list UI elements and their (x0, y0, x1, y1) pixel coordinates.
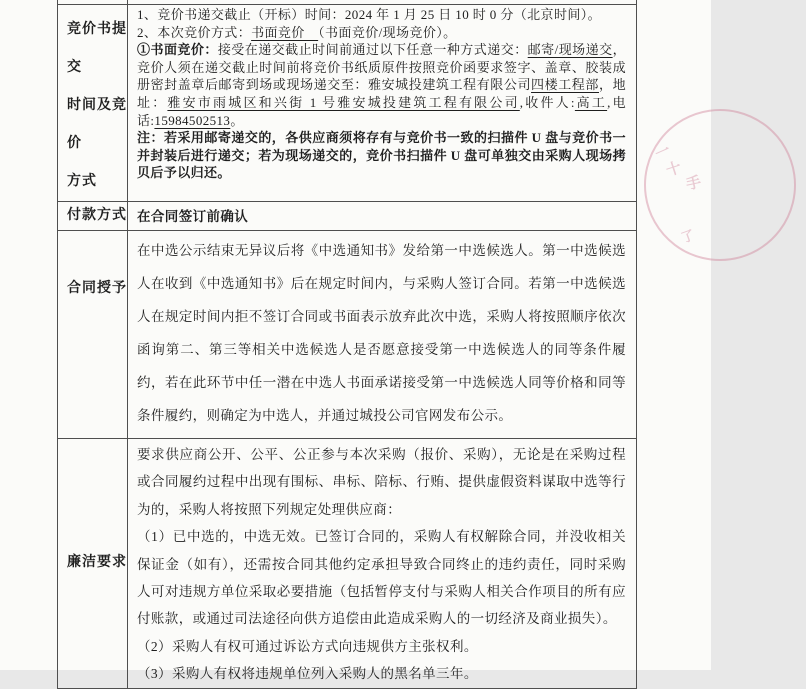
row-content-bid-submission (128, 5, 636, 201)
text-segment: 2、本次竞价方式： (137, 24, 252, 40)
table-row-contract-award (58, 230, 636, 438)
row-header-line: 竞价书提交 (67, 22, 127, 75)
seal-glyph: 一 (653, 142, 674, 164)
text-segment: 书面竞价 (251, 24, 319, 40)
paragraph (137, 204, 626, 230)
text-segment: ，竞价人须在递交截止时间前将竞价书纸质原件按照竞价函要求签字、盖章、胶装成册密封盖章后邮寄到场或现场递交至：雅安城投建筑工程有限公司 (137, 42, 626, 93)
text-segment: （2）采购人有权可通过诉讼方式向违规供方主张权利。 (137, 638, 478, 654)
paragraph (137, 129, 626, 182)
row-header-line: 合同授予 (67, 281, 127, 296)
row-content-contract-award (128, 231, 636, 438)
paragraph (137, 24, 626, 42)
text-segment: 在合同签订前确认 (137, 209, 249, 224)
row-header-contract-award (58, 231, 128, 438)
paragraph (137, 6, 626, 24)
table-row-bid-submission (58, 5, 636, 201)
text-segment: （书面竞价/现场竞价）。 (318, 24, 457, 40)
text-segment: 四楼工程部 (531, 77, 599, 93)
text-segment: 雅安市雨城区和兴街 1 号雅安城投建筑工程有限公司 (167, 94, 520, 110)
row-header-payment (58, 202, 128, 230)
paragraph (137, 234, 626, 432)
text-segment: 15984502513 (154, 112, 231, 128)
row-header-line: 时间及竞价 (67, 98, 127, 151)
text-segment: ①书面竞价： (137, 42, 218, 58)
row-header-bid-submission (58, 5, 128, 201)
table-row-integrity (58, 438, 636, 688)
text-segment: ,收件人: (519, 94, 575, 110)
paragraph (137, 523, 626, 633)
seal-glyph: 十 (664, 159, 684, 180)
row-header-line: 方式 (67, 174, 97, 189)
paragraph (137, 660, 626, 687)
text-segment: 。 (230, 112, 244, 128)
text-segment: （3）采购人有权将违规单位列入采购人的黑名单三年。 (137, 666, 478, 682)
paragraph (137, 633, 626, 660)
text-segment: 1、竞价书递交截止（开标）时间：2024 年 1 月 25 日 10 时 0 分（北京时间）。 (137, 7, 602, 22)
text-segment: 邮寄/现场递交 (527, 42, 613, 58)
text-segment: 注：若采用邮寄递交的，各供应商须将存有与竞价书一致的扫描件 U 盘与竞价书一并封装后进行递交；若为现场递交的，竞价书扫描件 U 盘可单独交由采购人现场拷贝后予以归还。 (137, 130, 626, 181)
seal-glyph: 了 (679, 227, 697, 246)
text-segment: 在中选公示结束无异议后将《中选通知书》发给第一中选候选人。第一中选候选人在收到《中选通知书》后在规定时间内，与采购人签订合同。若第一中选候选人在规定时间内拒不签订合同或书面表示放弃此次中选，采购人将按照顺序依次函询第二、第三等相关中选候选人是否愿意接受第一中选候选人的同等条件履约，若在此环节中任一潜在中选人书面承诺接受第一中选候选人同等价格和同等条件履约，则确定为中选人，并通过城投公司官网发布公示。 (137, 243, 626, 423)
text-segment: 接受在递交截止时间前通过以下任意一种方式递交： (217, 42, 528, 58)
doc-table (57, 4, 637, 689)
row-header-line: 付款方式 (67, 208, 127, 223)
text-segment: （1）已中选的，中选无效。已签订合同的，采购人有权解除合同，并没收相关保证金（如有），还需按合同其他约定承担导致合同终止的违约责任，同时采购人可对违规方单位采取必要措施（包括暂停支付与采购人相关合作项目的所有应付账款，或通过司法途径向供方追偿由此造成采购人的一切经济及商业损失）。 (137, 529, 626, 627)
table-row-payment (58, 201, 636, 230)
red-seal-stamp (634, 99, 806, 271)
row-header-integrity (58, 439, 128, 688)
seal-glyph: 手 (684, 174, 703, 194)
text-segment: 要求供应商公开、公平、公正参与本次采购（报价、采购），无论是在采购过程或合同履约过程中出现有围标、串标、陪标、行贿、提供虚假资料谋取中选等行为的，采购人将按照下列规定处理供应商： (137, 447, 626, 517)
text-segment: ,电话: (137, 94, 626, 128)
row-content-integrity (128, 439, 636, 688)
row-content-payment (128, 202, 636, 230)
paragraph (137, 41, 626, 129)
text-segment: ，地址： (137, 77, 626, 110)
row-header-line: 廉洁要求 (67, 555, 127, 571)
text-segment: 高工 (574, 94, 608, 110)
paragraph (137, 441, 626, 523)
